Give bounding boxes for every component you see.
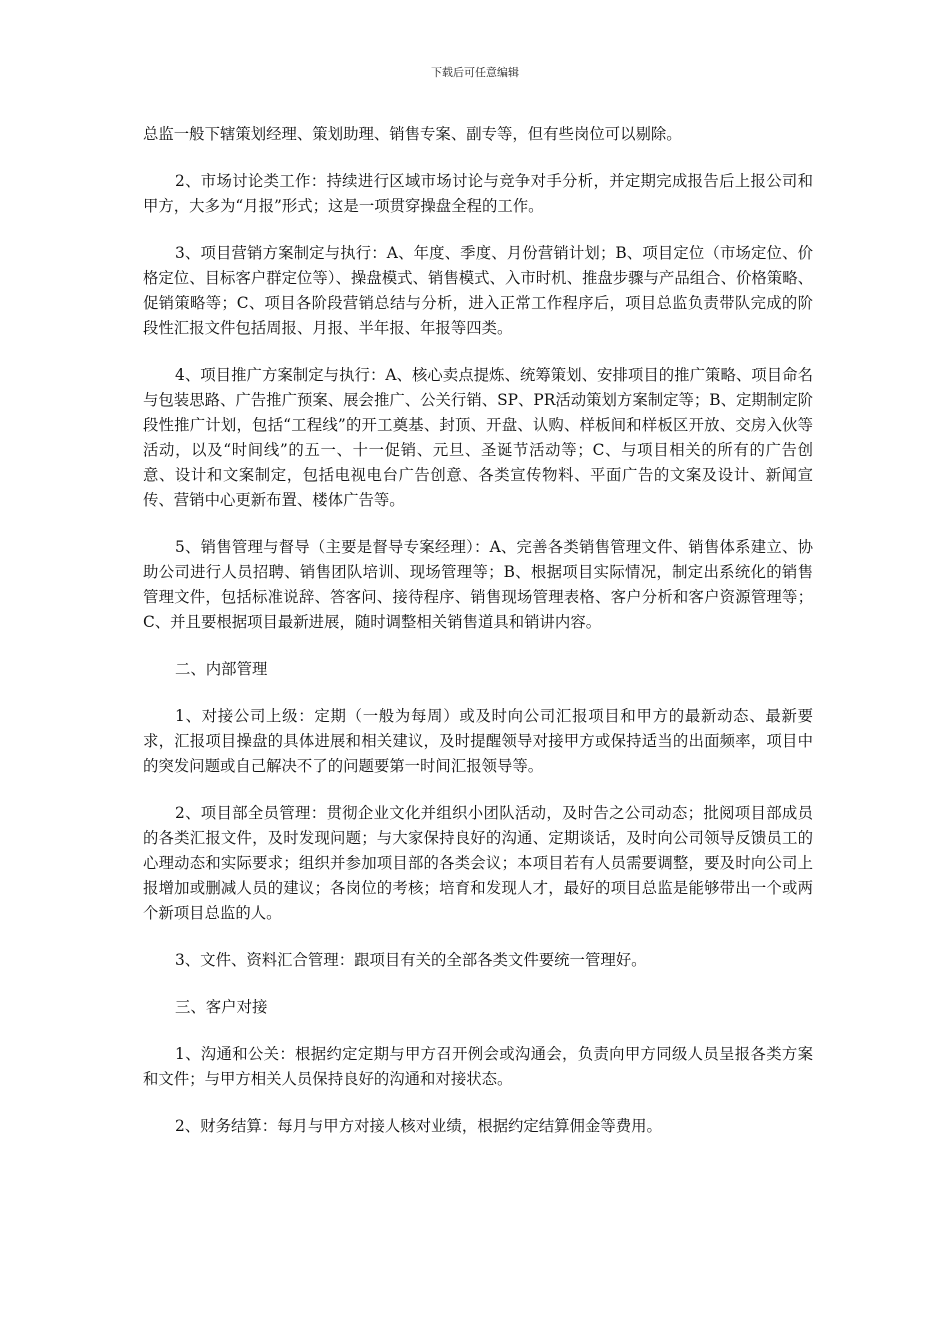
paragraph-financial-settlement: 2、财务结算：每月与甲方对接人核对业绩，根据约定结算佣金等费用。 <box>175 1117 662 1135</box>
paragraph-promotion-plan: 4、项目推广方案制定与执行：A、核心卖点提炼、统筹策划、安排项目的推广策略、项目命名与包装思路、广告推广预案、展会推广、公关行销、SP、PR活动策划方案制定等；B、定期制定阶段性推广计划，包括“工程线”的开工奠基、封顶、开盘、认购、样板间和样板区开放、交房入伙等活动，以及“时间线”的五一、十一促销、元旦、圣诞节活动等；C、与项目相关的所有的广告创意、设计和文案制定，包括电视电台广告创意、各类宣传物料、平面广告的文案及设计、新闻宣传、营销中心更新布置、楼体广告等。 <box>143 366 813 509</box>
paragraph-sales-management: 5、销售管理与督导（主要是督导专案经理）：A、完善各类销售管理文件、销售体系建立、协助公司进行人员招聘、销售团队培训、现场管理等；B、根据项目实际情况，制定出系统化的销售管理文件，包括标准说辞、答客问、接待程序、销售现场管理表格、客户分析和客户资源管理等；C、并且要根据项目最新进展，随时调整相关销售道具和销讲内容。 <box>143 538 813 631</box>
paragraph-market-research: 2、市场讨论类工作：持续进行区域市场讨论与竞争对手分析，并定期完成报告后上报公司和甲方，大多为“月报”形式；这是一项贯穿操盘全程的工作。 <box>143 172 813 215</box>
paragraph-staff-intro: 总监一般下辖策划经理、策划助理、销售专案、副专等，但有些岗位可以剔除。 <box>143 125 682 143</box>
section-heading-client-liaison: 三、客户对接 <box>175 998 268 1016</box>
paragraph-report-to-superiors: 1、对接公司上级：定期（一般为每周）或及时向公司汇报项目和甲方的最新动态、最新要求，汇报项目操盘的具体进展和相关建议，及时提醒领导对接甲方或保持适当的出面频率，项目中的突发问题或自己解决不了的问题要第一时间汇报领导等。 <box>143 707 813 775</box>
page-header-watermark: 下载后可任意编辑 <box>431 66 519 79</box>
paragraph-communication: 1、沟通和公关：根据约定定期与甲方召开例会或沟通会，负责向甲方同级人员呈报各类方案和文件；与甲方相关人员保持良好的沟通和对接状态。 <box>143 1045 813 1088</box>
section-heading-internal-management: 二、内部管理 <box>175 660 268 678</box>
paragraph-document-management: 3、文件、资料汇合管理：跟项目有关的全部各类文件要统一管理好。 <box>175 951 647 969</box>
document-body <box>143 122 813 1161</box>
paragraph-team-management: 2、项目部全员管理：贯彻企业文化并组织小团队活动，及时告之公司动态；批阅项目部成员的各类汇报文件，及时发现问题；与大家保持良好的沟通、定期谈话，及时向公司领导反馈员工的心理动态和实际要求；组织并参加项目部的各类会议；本项目若有人员需要调整，要及时向公司上报增加或删减人员的建议；各岗位的考核；培育和发现人才，最好的项目总监是能够带出一个或两个新项目总监的人。 <box>143 804 813 922</box>
paragraph-marketing-plan: 3、项目营销方案制定与执行：A、年度、季度、月份营销计划；B、项目定位（市场定位、价格定位、目标客户群定位等）、操盘模式、销售模式、入市时机、推盘步骤与产品组合、价格策略、促销策略等；C、项目各阶段营销总结与分析，进入正常工作程序后，项目总监负责带队完成的阶段性汇报文件包括周报、月报、半年报、年报等四类。 <box>143 244 813 337</box>
